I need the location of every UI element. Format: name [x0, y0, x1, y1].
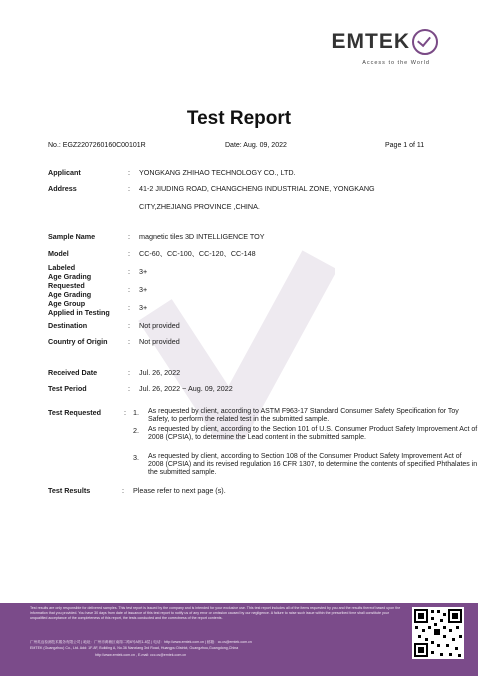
- field-label: Address: [48, 184, 77, 193]
- report-title: Test Report: [186, 108, 292, 129]
- request-number: 1.: [133, 408, 139, 417]
- field-label: Country of Origin: [48, 337, 108, 346]
- field-label: Age Grading: [48, 290, 92, 299]
- field-label: Destination: [48, 321, 88, 330]
- report-date: Date: Aug. 09, 2022: [225, 142, 287, 149]
- field-label: Received Date: [48, 368, 98, 377]
- field-label: Sample Name: [48, 232, 96, 241]
- request-number: 2.: [133, 426, 139, 435]
- field-label: Test Period: [48, 384, 87, 393]
- field-label: Applied in Testing: [48, 308, 110, 317]
- field-label: Labeled: [48, 263, 76, 272]
- field-value: YONGKANG ZHIHAO TECHNOLOGY CO., LTD.: [139, 168, 296, 177]
- request-text: As requested by client, according to the Section 101 of U.S. Consumer Product Safety Improvement Act of 2008 (CPSIA), to determine the Lead content in the submitted sample.: [148, 426, 478, 441]
- request-text: As requested by client, according to ASTM F963-17 Standard Consumer Safety Specification for Toy Safety, to perform the related test in the submitted sample.: [148, 408, 459, 423]
- page-number: Page 1 of 11: [385, 142, 425, 149]
- field-value: Not provided: [139, 337, 180, 346]
- field-label: Age Group: [48, 299, 86, 308]
- field-value: 3+: [139, 285, 148, 294]
- footer-disclaimer: Test results are only responsible for delivered samples. This test report is issued by the company and is intended for your exclusive use. This test report includes all of the items requested by you and the results thereof based upon the information that you provided. You have 30 days from date of issuance of this test report to notify us of any error or omission caused by our negligence. A failure to raise such issue within the prescribed time shall constitute your unqualified acceptance of the completeness of this report, the tests conducted and the correctness of the report contents.: [30, 606, 401, 620]
- field-label: Test Results: [48, 486, 91, 495]
- request-number: 3.: [133, 453, 139, 462]
- logo-tagline: Access to the World: [362, 60, 430, 66]
- footer-address-cn: 广州英迈检测技术服务有限公司 | 地址：广州市黄埔区南翔二路6号A栋1-8层 | 电话：http://www.emtek.com.cn | 邮箱：cc.cs@emtek.com.cn: [30, 640, 252, 644]
- field-label: Requested: [48, 281, 85, 290]
- qr-code-icon: [412, 607, 464, 659]
- footer-address-en: EMTEK (Guangzhou) Co., Ltd. Add: 1F-8F, Building A, No.36 Nanxiang 3rd Road, Huangpu District, Guangzhou,Guangdong,China: [30, 646, 239, 650]
- field-value: CC-60、CC-100、CC-120、CC-148: [139, 249, 256, 258]
- logo-text: EMTEK: [331, 30, 410, 53]
- field-value: CITY,ZHEJIANG PROVINCE ,CHINA.: [139, 202, 260, 211]
- footer-web: http://www.emtek.com.cn , E-mail: ccc.cs@emtek.com.cn: [95, 653, 187, 657]
- field-value: Jul. 26, 2022 ~ Aug. 09, 2022: [139, 384, 233, 393]
- field-value: 3+: [139, 303, 148, 312]
- checkmark-icon: [412, 29, 438, 55]
- field-value: 3+: [139, 267, 148, 276]
- footer: [0, 603, 478, 676]
- field-value: Not provided: [139, 321, 180, 330]
- field-value: magnetic tiles 3D INTELLIGENCE TOY: [139, 232, 265, 241]
- field-label: Age Grading: [48, 272, 92, 281]
- field-value: Jul. 26, 2022: [139, 368, 181, 377]
- field-value: 41-2 JIUDING ROAD, CHANGCHENG INDUSTRIAL ZONE, YONGKANG: [139, 184, 375, 193]
- request-text: As requested by client, according to Section 108 of the Consumer Product Safety Improvement Act of 2008 (CPSIA) and its revised regulation 16 CFR 1307, to determine the contents of specified Phthalates in the submitted sample.: [148, 453, 478, 476]
- company-logo: [332, 30, 439, 57]
- report-number: No.: EGZ2207260160C00101R: [48, 142, 146, 149]
- field-value: Please refer to next page (s).: [133, 486, 226, 495]
- field-label: Model: [48, 249, 69, 258]
- field-label: Test Requested: [48, 408, 101, 417]
- field-label: Applicant: [48, 168, 81, 177]
